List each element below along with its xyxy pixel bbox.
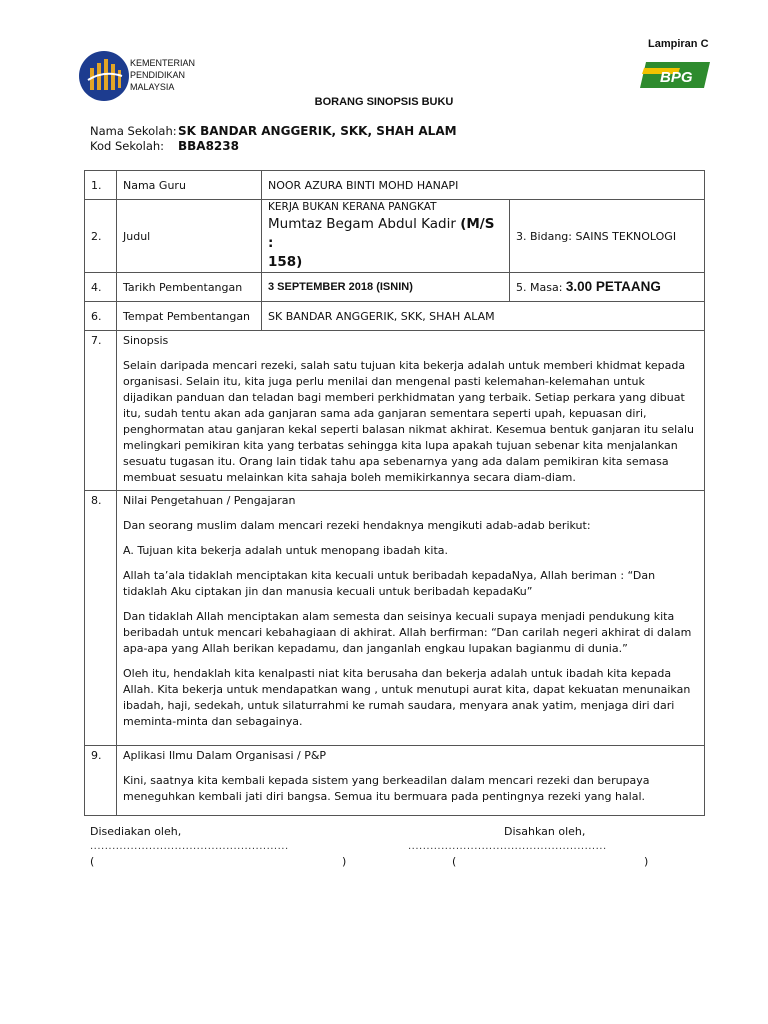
prepared-signature-line: ...................................................... bbox=[90, 841, 289, 852]
section-heading: Nilai Pengetahuan / Pengajaran bbox=[123, 494, 296, 507]
row-number: 8. bbox=[85, 491, 117, 746]
teacher-name-value: NOOR AZURA BINTI MOHD HANAPI bbox=[262, 171, 705, 200]
synopsis-form-table bbox=[84, 170, 705, 816]
school-info bbox=[90, 124, 457, 154]
venue-value: SK BANDAR ANGGERIK, SKK, SHAH ALAM bbox=[262, 302, 705, 331]
book-title: KERJA BUKAN KERANA PANGKAT bbox=[268, 201, 437, 213]
prepared-open-paren: ( bbox=[90, 855, 95, 868]
application-cell bbox=[117, 746, 705, 816]
row-label: Nama Guru bbox=[117, 171, 262, 200]
page-title: BORANG SINOPSIS BUKU bbox=[314, 96, 454, 108]
school-name-value: SK BANDAR ANGGERIK, SKK, SHAH ALAM bbox=[178, 124, 457, 138]
school-name-label: Nama Sekolah: bbox=[90, 124, 177, 138]
lampiran-label: Lampiran C bbox=[648, 38, 709, 50]
table-row bbox=[85, 273, 705, 302]
school-code-label: Kod Sekolah: bbox=[90, 139, 165, 153]
synopsis-text: Selain daripada mencari rezeki, salah satu tujuan kita bekerja adalah untuk memberi khidmat kepada organisasi. Selain itu, kita juga perlu menilai dan mengenal pasti kelemahan-kelemahan untuk dijadikan panduan dan teladan bagi memberi perkhidmatan yang terbaik. Setiap perkara yang dibuat itu, sudah tentu akan ada ganjaran sama ada ganjaran sementara seperti upah, kepuasan diri, penghormatan atau ganjaran kekal seperti balasan nikmat akhirat. Kesemua bentuk ganjaran itu selalu melingkari pemikiran kita yang terbatas sehingga kita lupa apakah tujuan sebenar kita menjalankan sesuatu tugasan itu. Orang lain tidak tahu apa sebenarnya yang ada dalam pemikiran kita semasa membuat sesuatu melainkan kita sahaja boleh memikirkannya secara diam-diam. bbox=[123, 359, 694, 484]
field-label: 3. Bidang: bbox=[516, 229, 572, 243]
row-label: Tarikh Pembentangan bbox=[117, 273, 262, 302]
row-number: 7. bbox=[85, 331, 117, 491]
synopsis-cell bbox=[117, 331, 705, 491]
field-value: SAINS TEKNOLOGI bbox=[575, 229, 677, 243]
approved-close-paren: ) bbox=[644, 855, 649, 868]
table-row bbox=[85, 746, 705, 816]
values-paragraph: Allah ta’ala tidaklah menciptakan kita kecuali untuk beribadah kepadaNya, Allah beriman : “Dan tidaklah Aku ciptakan jin dan manusia kecuali untuk beribadah kepadaKu” bbox=[123, 569, 656, 598]
field-cell bbox=[510, 200, 705, 273]
values-cell bbox=[117, 491, 705, 746]
row-number: 4. bbox=[85, 273, 117, 302]
row-number: 2. bbox=[85, 200, 117, 273]
row-number: 9. bbox=[85, 746, 117, 816]
values-paragraph: Dan tidaklah Allah menciptakan alam semesta dan seisinya kecuali supaya menjadi pendukung kita beribadah untuk mencari kebahagiaan di akhirat. Allah berfirman: “Dan carilah negeri akhirat di dalam apa-apa yang Allah berikan kepadamu, dan janganlah engkau lupakan bagianmu di dunia.” bbox=[123, 610, 692, 655]
row-number: 6. bbox=[85, 302, 117, 331]
table-row bbox=[85, 491, 705, 746]
table-row bbox=[85, 171, 705, 200]
table-row bbox=[85, 331, 705, 491]
ministry-name bbox=[130, 57, 195, 93]
date-value: 3 SEPTEMBER 2018 (ISNIN) bbox=[262, 273, 510, 302]
values-paragraph: A. Tujuan kita bekerja adalah untuk menopang ibadah kita. bbox=[123, 544, 448, 557]
school-code-value: BBA8238 bbox=[178, 139, 239, 153]
bpg-logo-icon bbox=[640, 60, 712, 90]
time-cell bbox=[510, 273, 705, 302]
row-number: 1. bbox=[85, 171, 117, 200]
prepared-close-paren: ) bbox=[342, 855, 347, 868]
bpg-logo bbox=[640, 60, 712, 90]
book-page-a: (M/S : bbox=[268, 216, 495, 251]
row-label: Tempat Pembentangan bbox=[117, 302, 262, 331]
time-label: 5. Masa: bbox=[516, 281, 563, 294]
table-row bbox=[85, 302, 705, 331]
time-value: 3.00 PETAANG bbox=[565, 279, 661, 294]
book-page-b: 158) bbox=[268, 254, 303, 270]
ministry-logo-icon bbox=[78, 50, 130, 102]
prepared-by-label: Disediakan oleh, bbox=[90, 825, 182, 838]
ministry-line: KEMENTERIAN bbox=[130, 58, 196, 68]
values-paragraph: Dan seorang muslim dalam mencari rezeki hendaknya mengikuti adab-adab berikut: bbox=[123, 519, 591, 532]
ministry-line: PENDIDIKAN bbox=[130, 70, 186, 80]
ministry-line: MALAYSIA bbox=[130, 82, 175, 92]
table-row bbox=[85, 200, 705, 273]
bpg-text: BPG bbox=[660, 69, 693, 86]
title-value bbox=[262, 200, 510, 273]
values-paragraph: Oleh itu, hendaklah kita kenalpasti niat kita berusaha dan bekerja adalah untuk ibadah kita kepada Allah. Kita bekerja untuk mendapatkan wang , untuk menutupi aurat kita, dapat kekuatan menunaikan ibadah, haji, sedekah, untuk silaturrahmi ke rumah saudara, menyara anak yatim, menjaga diri dari meminta-minta dan sebagainya. bbox=[123, 667, 691, 728]
section-heading: Aplikasi Ilmu Dalam Organisasi / P&P bbox=[123, 749, 327, 762]
application-text: Kini, saatnya kita kembali kepada sistem yang berkeadilan dalam mencari rezeki dan berupaya meneguhkan kembali jati diri bangsa. Semua itu bermuara pada pentingnya rezeki yang halal. bbox=[123, 774, 650, 803]
approved-by-label: Disahkan oleh, bbox=[504, 825, 586, 838]
book-author: Mumtaz Begam Abdul Kadir bbox=[268, 216, 456, 232]
row-label: Judul bbox=[117, 200, 262, 273]
section-heading: Sinopsis bbox=[123, 334, 169, 347]
approved-open-paren: ( bbox=[452, 855, 457, 868]
approved-signature-line: ...................................................... bbox=[408, 841, 607, 852]
